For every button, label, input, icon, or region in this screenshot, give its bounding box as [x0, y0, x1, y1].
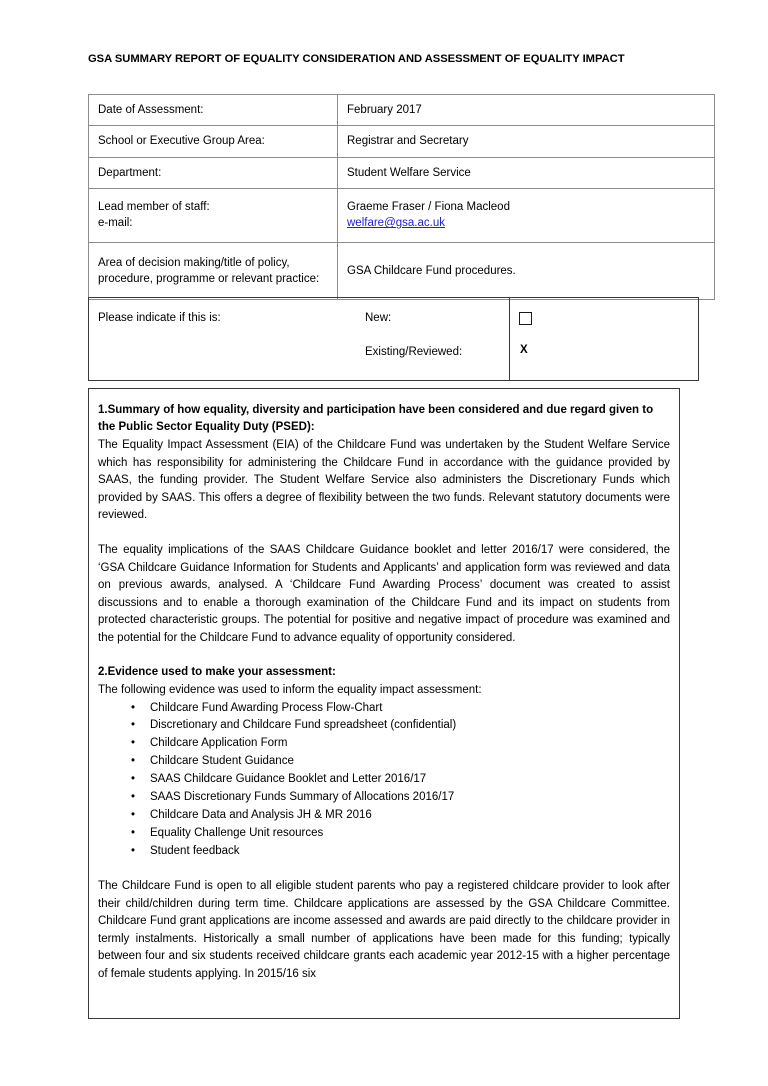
field-value-area-of-decision-making: GSA Childcare Fund procedures. [338, 242, 715, 300]
section1-paragraph-2: The equality implications of the SAAS Childcare Guidance booklet and letter 2016/17 were considered, the ‘GSA Childcare Guidance Information for Students and Applicants’ and application form was reviewed and data on previous awards, analysed. A ‘Childcare Fund Awarding Process’ document was created to assist discussions and to enable a thorough examination of the Childcare Fund and its impact on students from protected characteristic groups. The potential for positive and negative impact of procedure was examined and the potential for the Childcare Fund to advance equality of opportunity considered. [98, 543, 670, 644]
table-row [89, 242, 715, 300]
lead-staff-label-line1: Lead member of staff: [98, 200, 210, 213]
closing-spacer [98, 861, 670, 878]
page-title: GSA SUMMARY REPORT OF EQUALITY CONSIDERATION AND ASSESSMENT OF EQUALITY IMPACT [88, 53, 625, 65]
section-spacer [98, 647, 670, 664]
field-label-lead-member-staff [89, 188, 338, 242]
section1-paragraph-1: The Equality Impact Assessment (EIA) of the Childcare Fund was undertaken by the Student Welfare Service which has responsibility for administering the Childcare Fund in accordance with the guidance provided by SAAS, the funding provider. The Student Welfare Service also administers the Discretionary Funds which provided by SAAS. This offers a degree of flexibility between the two funds. Relevant statutory documents were reviewed. [98, 438, 670, 522]
field-label-department: Department: [89, 157, 338, 188]
table-row [89, 298, 699, 381]
existing-reviewed-mark[interactable]: X [520, 344, 528, 356]
field-label-date-of-assessment: Date of Assessment: [89, 95, 338, 126]
list-item: • Childcare Application Form [98, 735, 670, 753]
section2-heading: 2.Evidence used to make your assessment: [98, 666, 336, 679]
paragraph-spacer [98, 525, 670, 542]
assessment-info-table [88, 94, 715, 300]
section1-heading: 1.Summary of how equality, diversity and participation have been considered and due regard given to the Public Sector Equality Duty (PSED): [98, 404, 654, 434]
list-item: • Childcare Data and Analysis JH & MR 2016 [98, 807, 670, 825]
field-label-area-of-decision-making: Area of decision making/title of policy, procedure, programme or relevant practice: [89, 242, 338, 300]
indicate-marks-cell [510, 298, 699, 381]
indicate-type-table [88, 297, 699, 381]
email-link[interactable]: welfare@gsa.ac.uk [347, 217, 445, 230]
section2-closing-paragraph: The Childcare Fund is open to all eligible student parents who pay a registered childcare provider to look after their child/children during term time. Childcare applications are assessed by the GSA Childcare Committee. Childcare Fund grant applications are income assessed and awards are paid directly to the childcare provider in termly instalments. Historically a small number of applications have been made for this funding; typically between four and six students received childcare grants each academic year 2012-15 with a higher percentage of female students applying. In 2015/16 six [98, 879, 670, 980]
field-value-school-group-area: Registrar and Secretary [338, 126, 715, 157]
list-item: • Student feedback [98, 843, 670, 861]
indicate-prompt: Please indicate if this is: [98, 312, 221, 324]
indicate-new-label: New: [365, 312, 392, 324]
section2-intro: The following evidence was used to inform the equality impact assessment: [98, 683, 482, 696]
list-item: • Discretionary and Childcare Fund spreadsheet (confidential) [98, 717, 670, 735]
lead-staff-label-line2: e-mail: [98, 217, 133, 230]
indicate-existing-label: Existing/Reviewed: [365, 346, 463, 358]
indicate-labels-cell [89, 298, 510, 381]
table-row [89, 95, 715, 126]
list-item: • Childcare Student Guidance [98, 753, 670, 771]
list-item: • Childcare Fund Awarding Process Flow-Chart [98, 700, 670, 718]
table-row [89, 157, 715, 188]
field-value-lead-member-staff [338, 188, 715, 242]
assessment-content-box [88, 388, 680, 1019]
lead-staff-names: Graeme Fraser / Fiona Macleod [347, 200, 510, 213]
field-value-date-of-assessment: February 2017 [338, 95, 715, 126]
list-item: • SAAS Childcare Guidance Booklet and Letter 2016/17 [98, 771, 670, 789]
evidence-list [98, 700, 670, 861]
new-checkbox[interactable] [519, 312, 532, 325]
table-row [89, 188, 715, 242]
table-row [89, 126, 715, 157]
list-item: • SAAS Discretionary Funds Summary of Allocations 2016/17 [98, 789, 670, 807]
field-label-school-group-area: School or Executive Group Area: [89, 126, 338, 157]
list-item: • Equality Challenge Unit resources [98, 825, 670, 843]
field-value-department: Student Welfare Service [338, 157, 715, 188]
